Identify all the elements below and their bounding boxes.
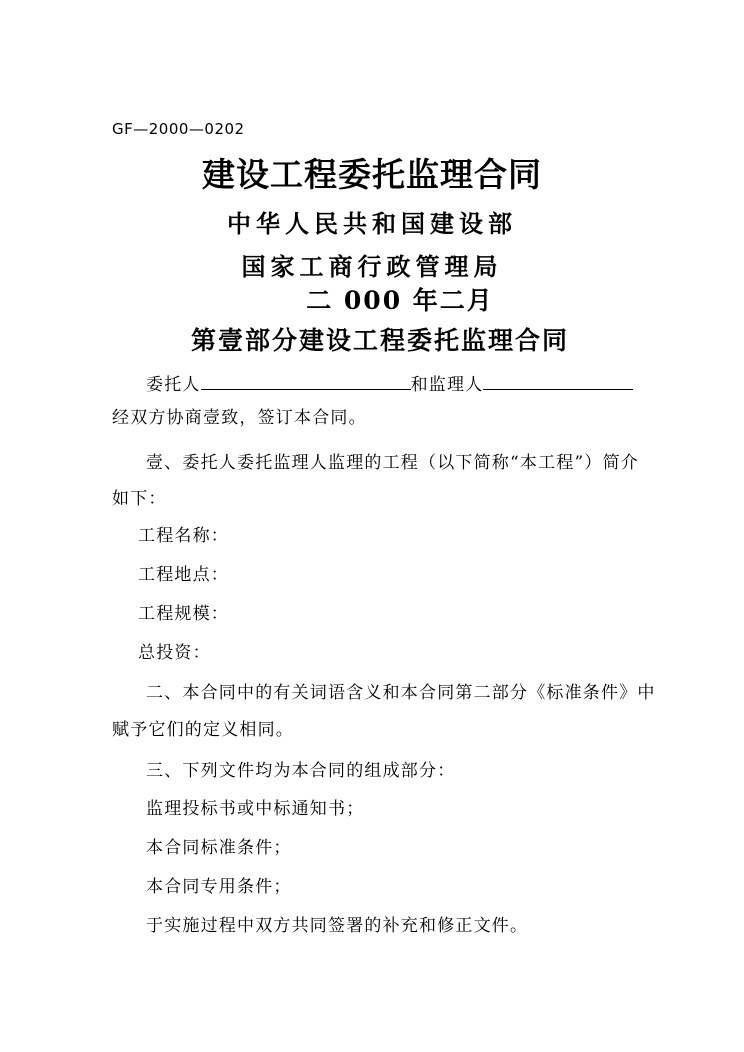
clause-2-line-2: 赋予它们的定义相同。: [112, 720, 294, 740]
issue-date: 二 000 年二月: [306, 286, 494, 315]
clause-2-line-1: 二、本合同中的有关词语含义和本合同第二部分《标准条件》中: [146, 683, 656, 703]
client-blank-field[interactable]: [201, 373, 411, 390]
component-doc-3: 本合同专用条件；: [146, 877, 292, 897]
component-doc-4: 于实施过程中双方共同签署的补充和修正文件。: [146, 916, 529, 936]
document-code: GF—2000—0202: [112, 120, 245, 138]
document-title: 建设工程委托监理合同: [202, 155, 542, 194]
supervisor-blank-field[interactable]: [483, 373, 633, 390]
issuer-ministry: 中华人民共和国建设部: [227, 209, 517, 238]
party-supervisor-label: 和监理人: [410, 375, 484, 395]
component-doc-2: 本合同标准条件；: [146, 838, 292, 858]
total-investment-label: 总投资：: [138, 643, 211, 663]
project-location-label: 工程地点：: [138, 565, 229, 585]
project-scale-label: 工程规模：: [138, 604, 229, 624]
project-name-label: 工程名称：: [138, 526, 229, 546]
clause-1-line-2: 如下：: [112, 489, 167, 509]
part-title: 第壹部分建设工程委托监理合同: [190, 326, 569, 355]
clause-3: 三、下列文件均为本合同的组成部分：: [146, 761, 456, 781]
clause-1-line-1: 壹、委托人委托监理人监理的工程（以下简称“本工程”）简介: [146, 453, 639, 473]
party-line: [146, 373, 633, 394]
issuer-bureau: 国家工商行政管理局: [241, 252, 503, 281]
party-client-label: 委托人: [146, 375, 201, 395]
agreement-line: 经双方协商壹致，签订本合同。: [112, 408, 367, 428]
component-doc-1: 监理投标书或中标通知书；: [146, 799, 365, 819]
